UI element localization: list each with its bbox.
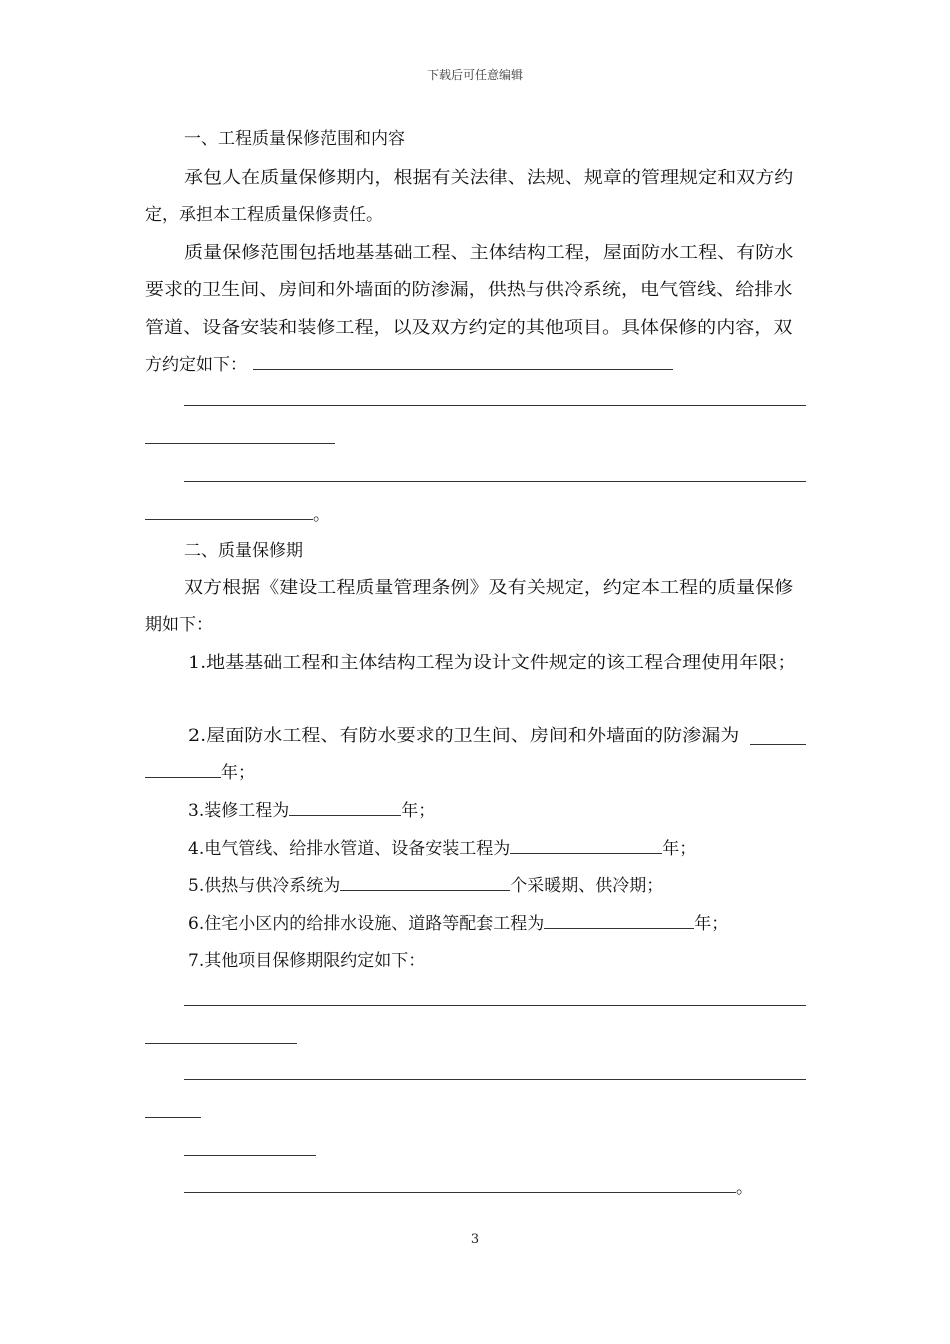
page-header: 下载后可任意编辑 [426,68,523,82]
blank-line [184,1079,806,1080]
item-4: 4.电气管线、给排水管道、设备安装工程为 年； [188,839,697,859]
item-7: 7.其他项目保修期限约定如下： [188,951,426,971]
paragraph-2-line-4: 方约定如下： [145,354,673,376]
blank-line [184,1155,316,1156]
paragraph-1-line-1: 承包人在质量保修期内，根据有关法律、法规、规章的管理规定和双方约 [184,168,794,188]
section-2-intro-line-2: 期如下： [145,615,213,635]
item-2: 2.屋面防水工程、有防水要求的卫生间、房间和外墙面的防渗漏为 [188,726,740,746]
fill-blank [544,914,694,929]
paragraph-1-line-2: 定，承担本工程质量保修责任。 [145,205,383,225]
paragraph-2-line-3: 管道、设备安装和装修工程，以及双方约定的其他项目。具体保修的内容，双 [145,318,793,338]
fill-blank [289,801,401,816]
blank-line [145,1117,201,1118]
paragraph-2-line-2: 要求的卫生间、房间和外墙面的防渗漏，供热与供冷系统，电气管线、给排水 [145,280,793,300]
section-1-title: 一、工程质量保修范围和内容 [184,129,405,149]
fill-blank [145,505,313,520]
item-3: 3.装修工程为 年； [188,801,436,821]
paragraph-2-line-1: 质量保修范围包括地基基础工程、主体结构工程，屋面防水工程、有防水 [184,243,794,263]
blank-line [184,405,806,406]
fill-blank [340,876,510,891]
blank-line [184,1005,806,1006]
page-number: 3 [470,1232,480,1247]
section-2-title: 二、质量保修期 [184,541,303,561]
section-2-intro-line-1: 双方根据《建设工程质量管理条例》及有关规定，约定本工程的质量保修 [184,578,794,598]
fill-blank [253,355,673,370]
blank-line-end: 。 [145,504,330,526]
blank-line [184,481,806,482]
item-6: 6.住宅小区内的给排水设施、道路等配套工程为 年； [188,914,729,934]
fill-blank [510,839,662,854]
blank-line-end: 。 [184,1177,753,1199]
item-5: 5.供热与供冷系统为 个采暖期、供冷期； [188,876,664,896]
fill-blank [145,763,221,778]
item-2-cont: 年； [145,762,255,784]
fill-blank [184,1178,736,1193]
blank-line [145,1043,297,1044]
item-1: 1.地基基础工程和主体结构工程为设计文件规定的该工程合理使用年限； [188,653,797,673]
blank-line [145,443,335,444]
blank-line [750,744,806,745]
